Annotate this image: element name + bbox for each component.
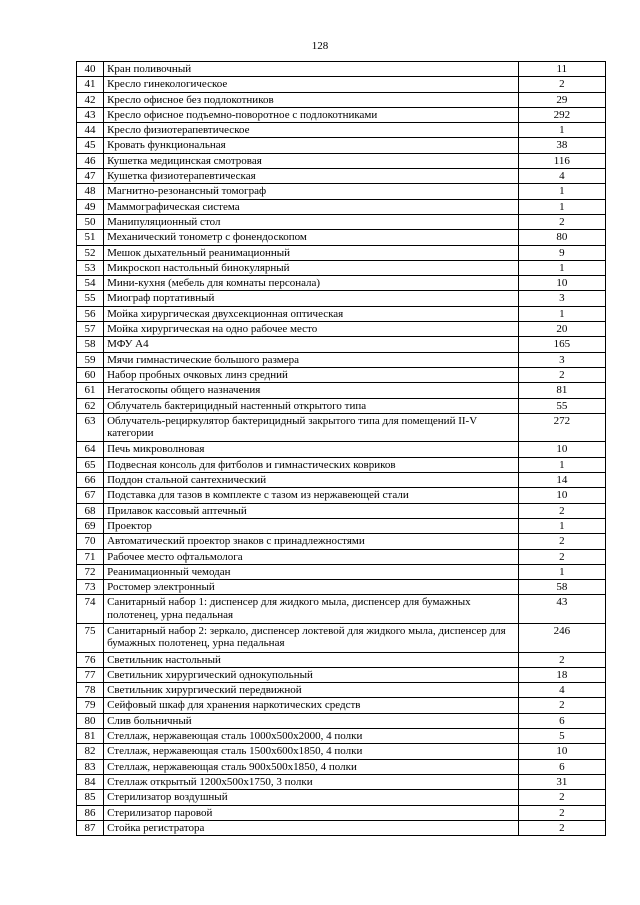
item-name: Кушетка медицинская смотровая [104,153,519,168]
table-row [77,383,606,398]
table-row [77,123,606,138]
table-row [77,337,606,352]
item-name: Стеллаж, нержавеющая сталь 1500х600х1850, 4 полки [104,744,519,759]
item-quantity: 165 [518,337,605,352]
table-row [77,652,606,667]
item-quantity: 1 [518,260,605,275]
table-row [77,62,606,77]
item-name: Санитарный набор 1: диспенсер для жидкого мыла, диспенсер для бумажных полотенец, урна педальная [104,595,519,624]
row-number: 52 [77,245,104,260]
table-row [77,518,606,533]
row-number: 70 [77,534,104,549]
table-row [77,774,606,789]
table-row [77,306,606,321]
item-quantity: 4 [518,169,605,184]
row-number: 45 [77,138,104,153]
item-quantity: 14 [518,473,605,488]
row-number: 57 [77,322,104,337]
table-row [77,199,606,214]
row-number: 60 [77,367,104,382]
item-quantity: 10 [518,488,605,503]
item-quantity: 2 [518,820,605,835]
item-name: Слив больничный [104,713,519,728]
item-quantity: 81 [518,383,605,398]
row-number: 56 [77,306,104,321]
item-quantity: 1 [518,123,605,138]
table-row [77,442,606,457]
table-row [77,473,606,488]
item-quantity: 1 [518,184,605,199]
row-number: 48 [77,184,104,199]
table-row [77,352,606,367]
item-name: Негатоскопы общего назначения [104,383,519,398]
table-row [77,790,606,805]
item-name: Подвесная консоль для фитболов и гимнастических ковриков [104,457,519,472]
row-number: 58 [77,337,104,352]
item-name: Кушетка физиотерапевтическая [104,169,519,184]
row-number: 53 [77,260,104,275]
table-row [77,107,606,122]
item-quantity: 2 [518,367,605,382]
row-number: 72 [77,564,104,579]
table-row [77,230,606,245]
table-row [77,580,606,595]
item-name: Мешок дыхательный реанимационный [104,245,519,260]
table-row [77,623,606,652]
row-number: 59 [77,352,104,367]
table-row [77,77,606,92]
item-name: Магнитно-резонансный томограф [104,184,519,199]
row-number: 73 [77,580,104,595]
table-row [77,92,606,107]
item-name: Стеллаж, нержавеющая сталь 900х500х1850, 4 полки [104,759,519,774]
table-row [77,683,606,698]
row-number: 44 [77,123,104,138]
item-quantity: 2 [518,77,605,92]
table-row [77,413,606,442]
item-name: Стерилизатор паровой [104,805,519,820]
row-number: 87 [77,820,104,835]
table-row [77,729,606,744]
table-row [77,184,606,199]
item-quantity: 1 [518,306,605,321]
table-row [77,260,606,275]
item-quantity: 2 [518,698,605,713]
item-quantity: 31 [518,774,605,789]
row-number: 54 [77,276,104,291]
item-quantity: 58 [518,580,605,595]
item-quantity: 10 [518,744,605,759]
row-number: 75 [77,623,104,652]
item-quantity: 2 [518,503,605,518]
equipment-table [76,61,606,836]
item-name: Маммографическая система [104,199,519,214]
table-row [77,214,606,229]
item-quantity: 2 [518,790,605,805]
item-name: Рабочее место офтальмолога [104,549,519,564]
item-quantity: 2 [518,805,605,820]
item-quantity: 116 [518,153,605,168]
item-quantity: 4 [518,683,605,698]
row-number: 68 [77,503,104,518]
item-quantity: 292 [518,107,605,122]
item-quantity: 10 [518,442,605,457]
row-number: 81 [77,729,104,744]
table-row [77,698,606,713]
row-number: 41 [77,77,104,92]
item-name: Кресло офисное без подлокотников [104,92,519,107]
row-number: 50 [77,214,104,229]
item-quantity: 2 [518,214,605,229]
row-number: 65 [77,457,104,472]
table-row [77,291,606,306]
item-name: Подставка для тазов в комплекте с тазом из нержавеющей стали [104,488,519,503]
item-quantity: 29 [518,92,605,107]
row-number: 64 [77,442,104,457]
item-quantity: 9 [518,245,605,260]
row-number: 66 [77,473,104,488]
item-name: Миограф портативный [104,291,519,306]
table-row [77,398,606,413]
item-quantity: 10 [518,276,605,291]
item-name: Ростомер электронный [104,580,519,595]
item-name: Облучатель-рециркулятор бактерицидный закрытого типа для помещений II-V категории [104,413,519,442]
item-quantity: 43 [518,595,605,624]
row-number: 51 [77,230,104,245]
table-row [77,667,606,682]
table-row [77,564,606,579]
table-row [77,367,606,382]
item-quantity: 6 [518,713,605,728]
row-number: 85 [77,790,104,805]
item-name: Кровать функциональная [104,138,519,153]
item-name: Механический тонометр с фонендоскопом [104,230,519,245]
item-name: Печь микроволновая [104,442,519,457]
item-name: Автоматический проектор знаков с принадлежностями [104,534,519,549]
table-row [77,549,606,564]
equipment-table-body [77,62,606,836]
table-row [77,534,606,549]
item-name: Манипуляционный стол [104,214,519,229]
item-quantity: 80 [518,230,605,245]
table-row [77,713,606,728]
table-row [77,245,606,260]
row-number: 62 [77,398,104,413]
table-row [77,153,606,168]
table-row [77,322,606,337]
row-number: 83 [77,759,104,774]
item-name: Стеллаж открытый 1200х500х1750, 3 полки [104,774,519,789]
row-number: 55 [77,291,104,306]
item-name: Кресло офисное подъемно-поворотное с подлокотниками [104,107,519,122]
row-number: 61 [77,383,104,398]
row-number: 63 [77,413,104,442]
row-number: 49 [77,199,104,214]
row-number: 86 [77,805,104,820]
row-number: 80 [77,713,104,728]
item-quantity: 38 [518,138,605,153]
row-number: 76 [77,652,104,667]
page-number: 128 [311,40,329,52]
item-quantity: 1 [518,457,605,472]
item-quantity: 18 [518,667,605,682]
row-number: 69 [77,518,104,533]
table-row [77,759,606,774]
row-number: 78 [77,683,104,698]
row-number: 74 [77,595,104,624]
item-name: Мойка хирургическая на одно рабочее место [104,322,519,337]
table-row [77,595,606,624]
row-number: 46 [77,153,104,168]
item-quantity: 6 [518,759,605,774]
item-quantity: 11 [518,62,605,77]
item-name: Кран поливочный [104,62,519,77]
table-row [77,805,606,820]
item-name: Стеллаж, нержавеющая сталь 1000х500х2000, 4 полки [104,729,519,744]
table-row [77,138,606,153]
item-name: Сейфовый шкаф для хранения наркотических средств [104,698,519,713]
row-number: 82 [77,744,104,759]
row-number: 79 [77,698,104,713]
row-number: 67 [77,488,104,503]
item-name: Светильник хирургический передвижной [104,683,519,698]
item-quantity: 1 [518,199,605,214]
item-quantity: 55 [518,398,605,413]
item-name: Кресло физиотерапевтическое [104,123,519,138]
item-quantity: 3 [518,352,605,367]
item-quantity: 1 [518,564,605,579]
item-name: Мини-кухня (мебель для комнаты персонала) [104,276,519,291]
item-name: Проектор [104,518,519,533]
row-number: 47 [77,169,104,184]
table-row [77,820,606,835]
row-number: 42 [77,92,104,107]
row-number: 84 [77,774,104,789]
item-quantity: 5 [518,729,605,744]
item-name: Стойка регистратора [104,820,519,835]
table-row [77,503,606,518]
item-quantity: 246 [518,623,605,652]
row-number: 43 [77,107,104,122]
item-name: Мячи гимнастические большого размера [104,352,519,367]
item-quantity: 1 [518,518,605,533]
table-row [77,276,606,291]
item-name: МФУ А4 [104,337,519,352]
item-name: Светильник хирургический однокупольный [104,667,519,682]
row-number: 77 [77,667,104,682]
item-name: Светильник настольный [104,652,519,667]
item-name: Стерилизатор воздушный [104,790,519,805]
row-number: 40 [77,62,104,77]
item-quantity: 272 [518,413,605,442]
item-quantity: 2 [518,549,605,564]
item-quantity: 3 [518,291,605,306]
item-name: Кресло гинекологическое [104,77,519,92]
item-name: Санитарный набор 2: зеркало, диспенсер локтевой для жидкого мыла, диспенсер для бумажных полотенец, урна педальная [104,623,519,652]
table-row [77,488,606,503]
table-row [77,457,606,472]
item-quantity: 20 [518,322,605,337]
item-name: Реанимационный чемодан [104,564,519,579]
table-row [77,744,606,759]
item-name: Облучатель бактерицидный настенный открытого типа [104,398,519,413]
row-number: 71 [77,549,104,564]
item-name: Прилавок кассовый аптечный [104,503,519,518]
item-name: Набор пробных очковых линз средний [104,367,519,382]
item-name: Микроскоп настольный бинокулярный [104,260,519,275]
item-quantity: 2 [518,534,605,549]
item-name: Поддон стальной сантехнический [104,473,519,488]
item-name: Мойка хирургическая двухсекционная оптическая [104,306,519,321]
table-row [77,169,606,184]
item-quantity: 2 [518,652,605,667]
